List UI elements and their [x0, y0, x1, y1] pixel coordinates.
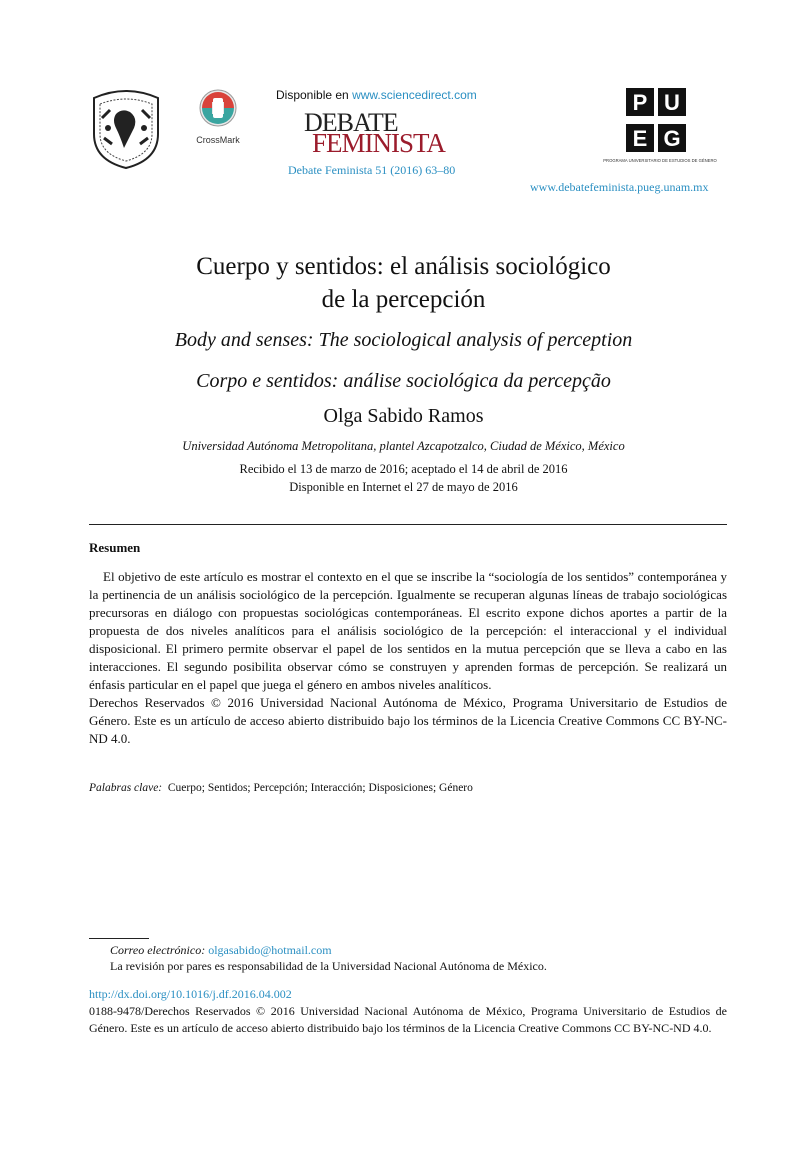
debate-feminista-logo	[304, 108, 454, 156]
crossmark-label: CrossMark	[196, 135, 240, 145]
pueg-caption: PROGRAMA UNIVERSITARIO DE ESTUDIOS DE GÉNERO	[603, 158, 717, 163]
subtitle-english: Body and senses: The sociological analysis of perception	[174, 329, 633, 351]
received-date: Recibido el 13 de marzo de 2016; aceptado el 14 de abril de 2016	[239, 462, 568, 476]
article-dates	[0, 460, 807, 496]
keywords	[89, 782, 473, 794]
sciencedirect-link[interactable]: www.sciencedirect.com	[352, 88, 477, 102]
title-line-1: Cuerpo y sentidos: el análisis sociológico	[196, 253, 611, 280]
pueg-website-link[interactable]: www.debatefeminista.pueg.unam.mx	[530, 180, 709, 194]
pueg-letter-e: E	[632, 126, 648, 151]
abstract-body	[89, 568, 727, 748]
abstract-paragraph: El objetivo de este artículo es mostrar el contexto en el que se inscribe la “sociología de los sentidos” contemporánea y la pertinencia de un análisis sociológico de la percepción. Igualmente se recuperan algunas líneas de trabajo sociológicas precursoras en diálogo con propuestas sociológicas contemporáneas. El escrito expone dichos aportes a partir de la propuesta de dos niveles analíticos para el análisis sociológico de la percepción: el interaccional y el individual disposicional. El primero permite observar el papel de los sentidos en la mutua percepción que se lleva a cabo en las interacciones. El segundo posibilita observar cómo se construyen y aprenden formas de percepción. Se realizará un énfasis particular en el papel que juega el género en ambos niveles analíticos.	[89, 569, 727, 692]
author-name: Olga Sabido Ramos	[323, 405, 484, 427]
pueg-letter-p: P	[632, 90, 648, 115]
logo-word-debate: DEBATE	[304, 108, 398, 137]
doi-link[interactable]: http://dx.doi.org/10.1016/j.df.2016.04.002	[89, 987, 292, 1001]
peer-review-note: La revisión por pares es responsabilidad de la Universidad Nacional Autónoma de México.	[110, 959, 547, 973]
pueg-letter-g: G	[663, 126, 681, 151]
author-affiliation: Universidad Autónoma Metropolitana, plantel Azcapotzalco, Ciudad de México, México	[182, 439, 625, 453]
online-date: Disponible en Internet el 27 de mayo de 2016	[289, 480, 518, 494]
email-footnote	[110, 943, 332, 958]
availability-line	[276, 88, 477, 102]
title-line-2: de la percepción	[321, 286, 486, 313]
pueg-logo	[594, 88, 726, 178]
logo-word-feminista: FEMINISTA	[312, 128, 445, 158]
unam-seal-logo	[88, 88, 164, 170]
footnote-rule	[89, 938, 149, 939]
subtitle-portuguese: Corpo e sentidos: análise sociológica da percepção	[196, 370, 611, 392]
author-email-link[interactable]: olgasabido@hotmail.com	[208, 943, 332, 957]
license-note: 0188-9478/Derechos Reservados © 2016 Universidad Nacional Autónoma de México, Programa Universitario de Estudios de Género. Este es un artículo de acceso abierto distribuido bajo los términos de la Licencia Creative Commons CC BY-NC-ND 4.0.	[89, 1004, 727, 1035]
journal-reference[interactable]: Debate Feminista 51 (2016) 63–80	[288, 163, 456, 177]
available-prefix: Disponible en	[276, 88, 349, 102]
crossmark-badge[interactable]	[193, 88, 243, 144]
keywords-label: Palabras clave:	[89, 782, 163, 794]
abstract-rights: Derechos Reservados © 2016 Universidad Nacional Autónoma de México, Programa Universitario de Estudios de Género. Este es un artículo de acceso abierto distribuido bajo los términos de la Licencia Creative Commons CC BY-NC-ND 4.0.	[89, 695, 727, 746]
email-label: Correo electrónico:	[110, 943, 206, 957]
article-title	[0, 250, 807, 316]
keywords-values: Cuerpo; Sentidos; Percepción; Interacción; Disposiciones; Género	[167, 782, 473, 794]
section-divider	[89, 524, 727, 525]
abstract-heading: Resumen	[89, 540, 141, 555]
crossmark-icon	[198, 88, 238, 128]
pueg-letter-u: U	[664, 90, 680, 115]
